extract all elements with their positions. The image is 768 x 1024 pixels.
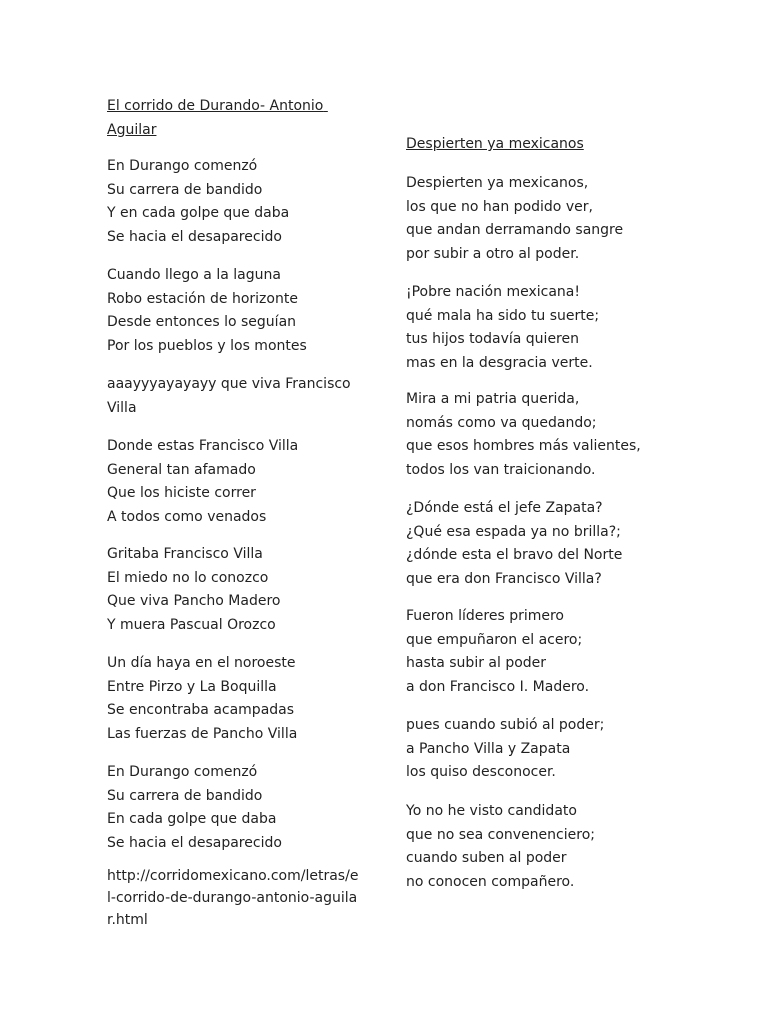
verse-line: cuando suben al poder: [406, 850, 567, 866]
left-stanza-7: [107, 761, 282, 855]
verse-line: no conocen compañero.: [406, 873, 575, 890]
verse-line: Su carrera de bandido: [107, 787, 263, 804]
verse-line: En cada golpe que daba: [107, 811, 277, 827]
verse-line: que andan derramando sangre: [406, 222, 624, 238]
left-stanza-4: [107, 435, 298, 529]
verse-line: Entre Pirzo y La Boquilla: [107, 678, 277, 695]
right-stanza-7: [406, 800, 595, 894]
right-stanza-6: [406, 714, 604, 785]
verse-line: Que viva Pancho Madero: [107, 593, 281, 609]
right-stanza-2: [406, 281, 599, 375]
left-stanza-1: [107, 155, 289, 249]
verse-line: Que los hiciste correr: [107, 485, 256, 501]
verse-line: ¿Dónde está el jefe Zapata?: [406, 500, 603, 516]
verse-line: que era don Francisco Villa?: [406, 570, 602, 587]
verse-line: tus hijos todavía quieren: [406, 331, 579, 347]
verse-line: Las fuerzas de Pancho Villa: [107, 725, 298, 742]
verse-line: Gritaba Francisco Villa: [107, 546, 263, 562]
left-stanza-3: [107, 373, 357, 420]
verse-line: Se hacia el desaparecido: [107, 834, 282, 851]
verse-line: que empuñaron el acero;: [406, 631, 583, 648]
right-song-title: Despierten ya mexicanos: [406, 136, 584, 152]
verse-line: El miedo no lo conozco: [107, 569, 269, 586]
verse-line: los quiso desconocer.: [406, 764, 556, 780]
verse-line: Su carrera de bandido: [107, 181, 263, 198]
verse-line: Cuando llego a la laguna: [107, 267, 281, 283]
verse-line: por subir a otro al poder.: [406, 245, 580, 262]
verse-line: Mira a mi patria querida,: [406, 391, 580, 407]
left-stanza-2: [107, 264, 307, 358]
verse-line: Desde entonces lo seguían: [107, 314, 297, 330]
left-stanza-6: [107, 652, 297, 746]
verse-line: A todos como venados: [107, 508, 267, 525]
verse-line: los que no han podido ver,: [406, 198, 593, 215]
verse-line: Despierten ya mexicanos,: [406, 175, 589, 191]
verse-line: Se hacia el desaparecido: [107, 228, 282, 245]
verse-line: hasta subir al poder: [406, 655, 547, 671]
verse-line: mas en la desgracia verte.: [406, 354, 593, 371]
left-song-title: El corrido de Durando- Antonio Aguilar: [107, 98, 328, 138]
left-stanza-5: [107, 543, 280, 637]
right-stanza-3: [406, 388, 641, 482]
verse-line: En Durango comenzó: [107, 158, 258, 174]
verse-line: que esos hombres más valientes,: [406, 438, 641, 454]
verse-line: General tan afamado: [107, 461, 256, 478]
source-url: http://corridomexicano.com/letras/el-corrido-de-durango-antonio-aguilar.html: [107, 868, 359, 928]
verse-line: Yo no he visto candidato: [406, 803, 577, 819]
verse-line: aaayyyayayayy que viva Francisco Villa: [107, 376, 351, 416]
verse-line: Un día haya en el noroeste: [107, 655, 296, 671]
right-stanza-5: [406, 605, 589, 699]
verse-line: qué mala ha sido tu suerte;: [406, 307, 600, 324]
right-stanza-1: [406, 172, 623, 266]
right-stanza-4: [406, 497, 622, 591]
verse-line: a don Francisco I. Madero.: [406, 678, 590, 695]
verse-line: nomás como va quedando;: [406, 414, 597, 431]
verse-line: Y en cada golpe que daba: [107, 205, 290, 221]
verse-line: Por los pueblos y los montes: [107, 337, 307, 354]
verse-line: Robo estación de horizonte: [107, 290, 298, 307]
verse-line: Y muera Pascual Orozco: [107, 616, 276, 633]
verse-line: todos los van traicionando.: [406, 461, 596, 478]
verse-line: ¿dónde esta el bravo del Norte: [406, 547, 623, 563]
verse-line: ¿Qué esa espada ya no brilla?;: [406, 523, 621, 540]
verse-line: Fueron líderes primero: [406, 608, 564, 624]
verse-line: Se encontraba acampadas: [107, 702, 295, 718]
verse-line: a Pancho Villa y Zapata: [406, 740, 571, 757]
verse-line: pues cuando subió al poder;: [406, 717, 605, 733]
verse-line: ¡Pobre nación mexicana!: [406, 284, 580, 300]
verse-line: Donde estas Francisco Villa: [107, 438, 299, 454]
verse-line: En Durango comenzó: [107, 764, 258, 780]
verse-line: que no sea convenenciero;: [406, 826, 595, 843]
